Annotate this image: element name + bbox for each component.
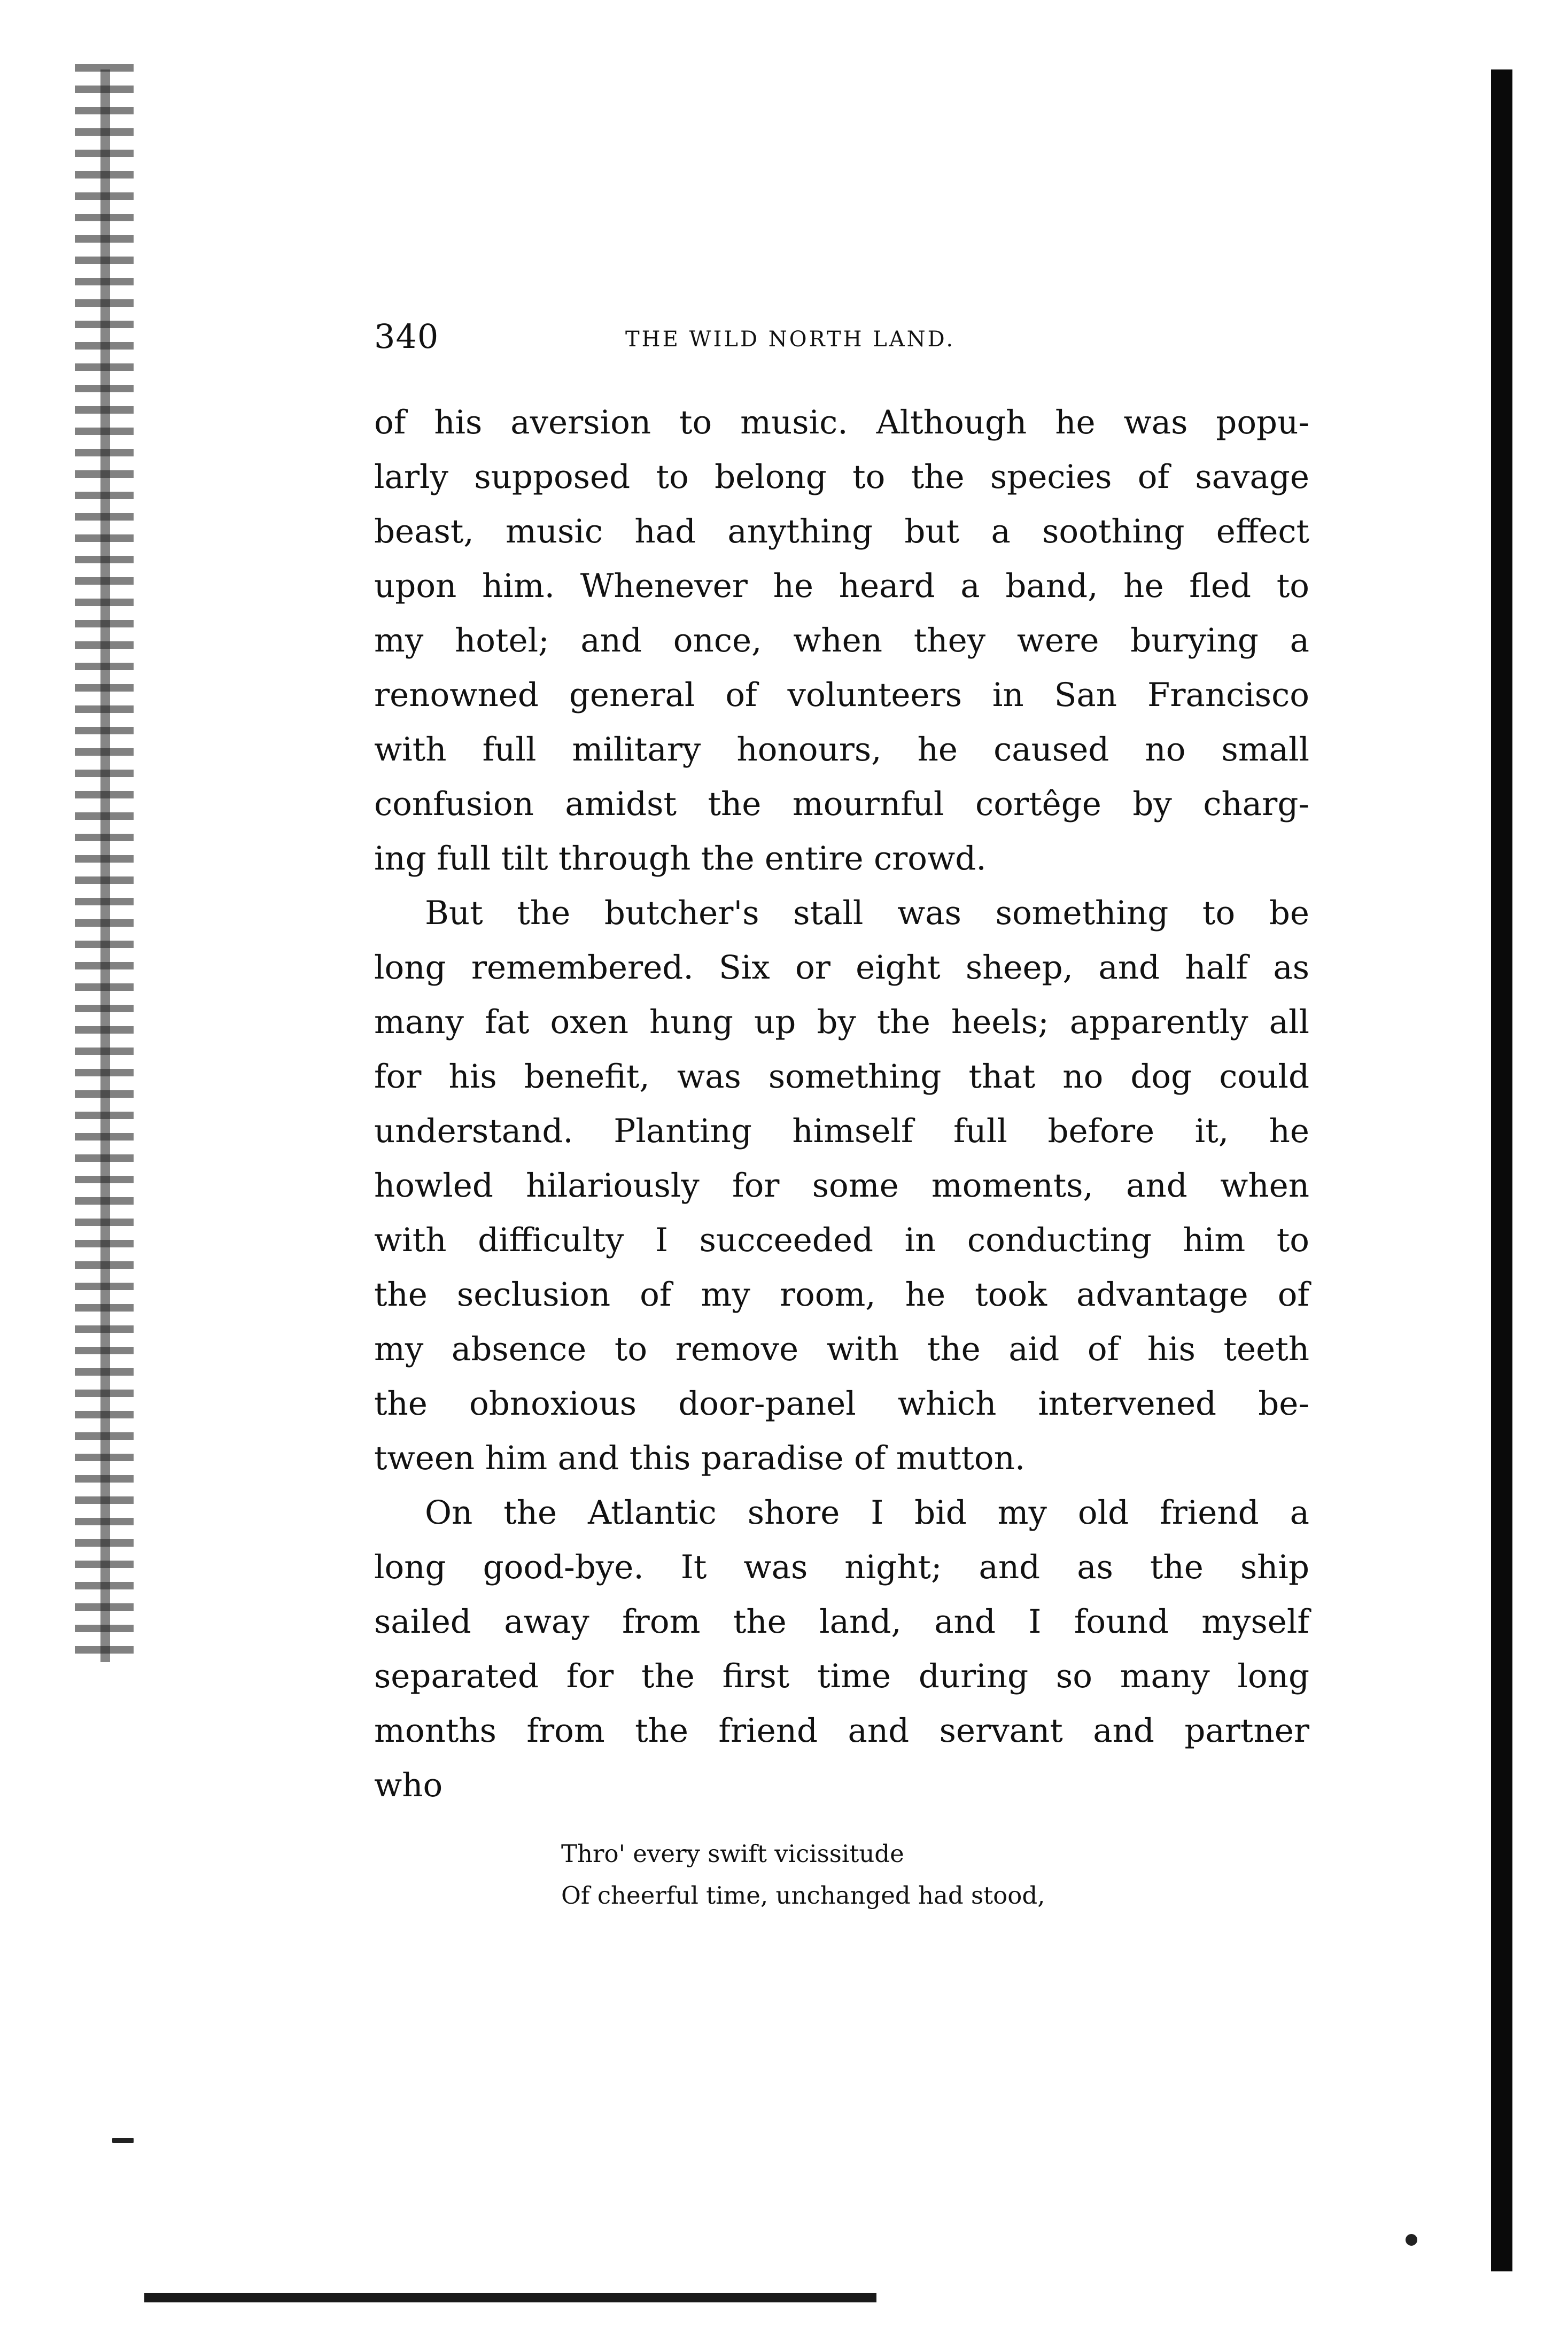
text-line: long remembered. Six or eight sheep, and half as: [374, 949, 1309, 987]
text-line: howled hilariously for some moments, and when: [374, 1167, 1309, 1205]
scan-speck: [1406, 2234, 1417, 2246]
text-line: sailed away from the land, and I found myself: [374, 1603, 1309, 1641]
page-binding-line: [100, 69, 110, 1662]
page-bottom-edge: [144, 2293, 876, 2302]
page-right-edge: [1491, 69, 1512, 2271]
text-line: my absence to remove with the aid of his teeth: [374, 1330, 1309, 1368]
text-line: the obnoxious door-panel which intervened be-: [374, 1385, 1309, 1423]
running-title: THE WILD NORTH LAND.: [625, 327, 956, 352]
text-line: ing full tilt through the entire crowd.: [374, 840, 987, 878]
text-line: renowned general of volunteers in San Francisco: [374, 676, 1309, 714]
text-line: for his benefit, was something that no dog could: [374, 1058, 1309, 1096]
text-line: understand. Planting himself full before it, he: [374, 1112, 1309, 1150]
verse-line: Of cheerful time, unchanged had stood,: [561, 1881, 1045, 1910]
text-line: the seclusion of my room, he took advantage of: [374, 1276, 1309, 1314]
text-line: But the butcher's stall was something to be: [425, 894, 1309, 932]
text-line: confusion amidst the mournful cortêge by charg-: [374, 785, 1309, 823]
paragraph: [374, 886, 1309, 1486]
paragraph: [374, 1486, 1309, 1813]
text-line: separated for the first time during so many long: [374, 1657, 1309, 1695]
text-line: tween him and this paradise of mutton.: [374, 1439, 1026, 1477]
text-line: long good-bye. It was night; and as the ship: [374, 1548, 1309, 1586]
scan-speck: [112, 2138, 134, 2143]
text-line: of his aversion to music. Although he was popu-: [374, 404, 1309, 441]
verse-quotation: [561, 1833, 1256, 1917]
text-line: beast, music had anything but a soothing effect: [374, 513, 1309, 550]
text-line: larly supposed to belong to the species of savage: [374, 458, 1309, 496]
page-header: [374, 315, 1309, 363]
paragraph: [374, 395, 1309, 886]
verse-line: Thro' every swift vicissitude: [561, 1840, 904, 1868]
text-line: with difficulty I succeeded in conducting him to: [374, 1221, 1309, 1259]
text-line: months from the friend and servant and partner: [374, 1712, 1309, 1750]
text-line: who: [374, 1766, 443, 1804]
text-line: upon him. Whenever he heard a band, he fled to: [374, 567, 1309, 605]
page-number: 340: [374, 317, 439, 356]
text-line: On the Atlantic shore I bid my old friend a: [425, 1494, 1309, 1532]
text-line: my hotel; and once, when they were burying a: [374, 622, 1309, 660]
text-line: many fat oxen hung up by the heels; apparently all: [374, 1003, 1309, 1041]
text-line: with full military honours, he caused no small: [374, 731, 1309, 769]
body-text: [374, 395, 1309, 1813]
